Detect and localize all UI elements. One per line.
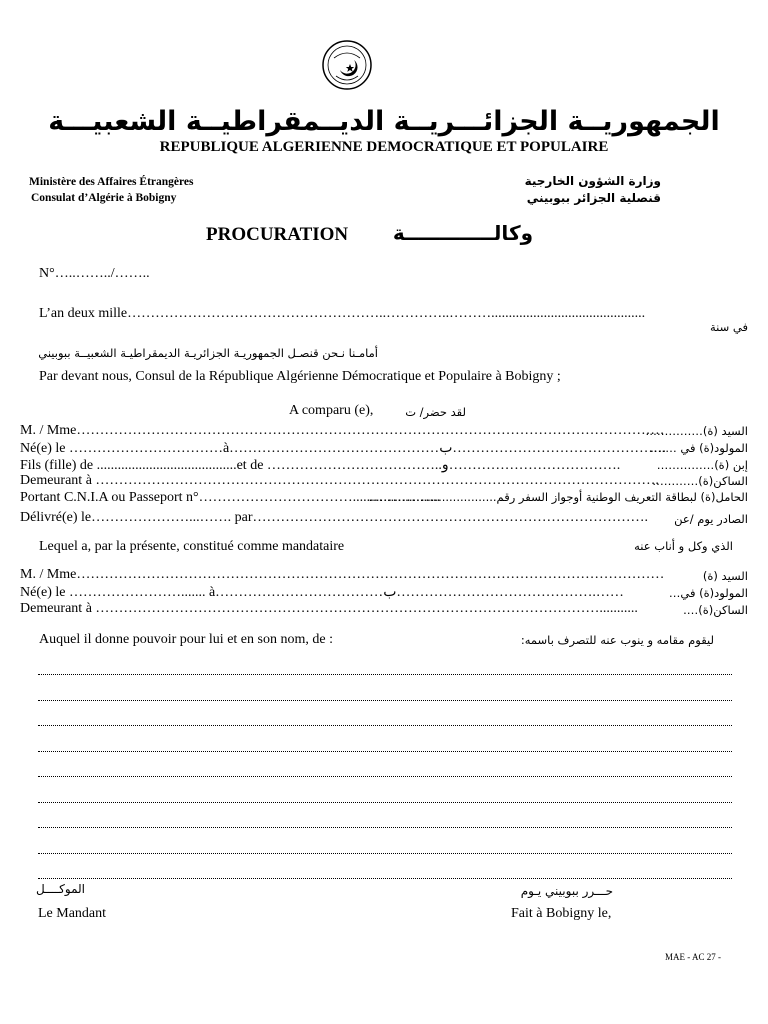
agent-residence-arabic: الساكن(ة)…. (683, 603, 748, 617)
agent-residence-field: Demeurant à ………………………………………………………………………………………………........... (20, 601, 638, 616)
document-number: N°…..……../…….. (39, 266, 150, 281)
mandate-intro-arabic: الذي وكل و أناب عنه (634, 539, 733, 553)
appeared-arabic: لقد حضر/ ت (405, 405, 466, 419)
blank-dotted-line (38, 751, 732, 752)
blank-dotted-line (38, 802, 732, 803)
appeared-french: A comparu (e), (289, 403, 374, 418)
principal-issued-field: Délivré(e) le…………………...……. par…………………………………………………………………………. (20, 510, 648, 525)
principal-name-arabic: السيد (ة)…………… (645, 424, 748, 438)
blank-dotted-line (38, 725, 732, 726)
blank-dotted-line (38, 878, 732, 879)
form-reference: MAE - AC 27 - (665, 952, 721, 962)
principal-birth-arabic: المولود(ة) في ……. (650, 441, 748, 455)
year-label-arabic: في سنة (709, 320, 748, 334)
principal-birth-field: Né(e) le ……………………………à………………………………………ب………………………………………. (20, 441, 666, 456)
year-line-french: L’an deux mille………………………………………………..…………..………............................................ (39, 306, 646, 321)
agent-birth-arabic: المولود(ة) في… (668, 586, 748, 600)
mandant-label-french: Le Mandant (38, 906, 107, 921)
ministry-french: Ministère des Affaires Étrangères (29, 176, 194, 188)
ministry-arabic: وزارة الشؤون الخارجية (524, 174, 661, 188)
agent-name-field: M. / Mme……………………………………………………………………………………………………………… (20, 567, 665, 582)
principal-issued-arabic: الصادر يوم /عن (674, 512, 748, 526)
header-title-arabic: الجمهوريــة الجزائـــريــة الديــمقراطيــة الشعبيـــة (48, 106, 720, 137)
document-title-french: PROCURATION (206, 224, 349, 245)
blank-dotted-line (38, 674, 732, 675)
principal-residence-field: Demeurant à …………………………………………………………………………………………………………. (20, 473, 659, 488)
before-us-french: Par devant nous, Consul de la République Algérienne Démocratique et Populaire à Bobigny ; (39, 369, 561, 384)
made-at-french: Fait à Bobigny le, (511, 906, 612, 921)
agent-birth-field: Né(e) le ……………………....... à………………………………ب…………………………………….…… (20, 585, 624, 600)
consulate-french: Consulat d’Algérie à Bobigny (31, 192, 177, 204)
before-us-arabic: أمامـنا نـحن قنصـل الجمهوريـة الجزائريـة الديمقراطيـة الشعبيــة ببوبيني (38, 346, 378, 360)
blank-dotted-line (38, 853, 732, 854)
mandant-label-arabic: الموكــــل (36, 882, 85, 896)
principal-id-arabic: الحامل(ة) لبطاقة التعريف الوطنية أوجواز السفر رقم................................... (368, 490, 748, 504)
document-title-arabic: وكالـــــــــــــة (392, 221, 533, 245)
blank-dotted-line (38, 776, 732, 777)
consulate-arabic: قنصلية الجزائر ببوبيني (526, 191, 661, 205)
principal-id-field: Portant C.N.I.A ou Passeport n°……………………………......…………... (20, 490, 441, 505)
principal-parents-arabic: إبن (ة)…………… (656, 458, 748, 472)
agent-name-arabic: السيد (ة) (702, 569, 748, 583)
algeria-seal-emblem (322, 40, 372, 90)
header-title-french: REPUBLIQUE ALGERIENNE DEMOCRATIQUE ET POPULAIRE (159, 139, 609, 155)
blank-dotted-line (38, 827, 732, 828)
principal-residence-arabic: الساكن(ة)………… (652, 474, 748, 488)
made-at-arabic: حـــرر ببوبيني يـوم (520, 884, 613, 898)
principal-parents-field: Fils (fille) de ........................................et de ………………………………..و………………………………. (20, 458, 621, 473)
blank-dotted-line (38, 700, 732, 701)
mandate-intro-french: Lequel a, par la présente, constitué comme mandataire (39, 539, 345, 554)
powers-intro-arabic: ليقوم مقامه و ينوب عنه للتصرف باسمه: (520, 633, 714, 647)
principal-name-field: M. / Mme……………………………………………………………………………………………………………… (20, 423, 665, 438)
powers-intro-french: Auquel il donne pouvoir pour lui et en son nom, de : (39, 632, 333, 647)
